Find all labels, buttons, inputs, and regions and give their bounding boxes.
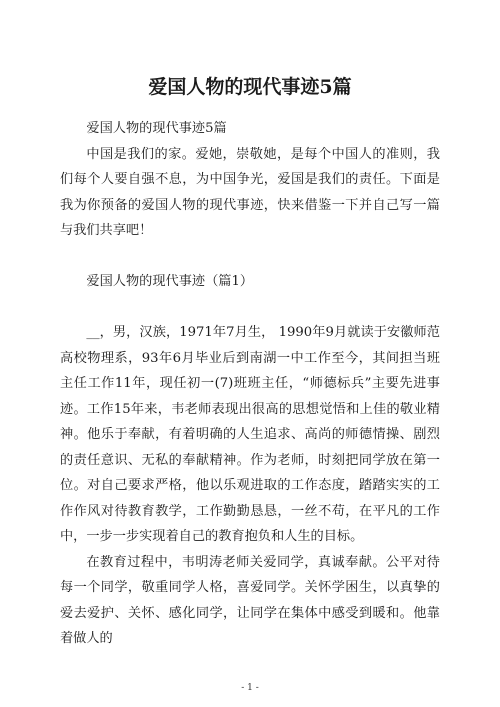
section-heading: 爱国人物的现代事迹（篇1） <box>86 274 254 289</box>
intro-paragraph: 中国是我们的家。爱她，崇敬她，是每个中国人的准则，我们每个人要自强不息，为中国争光，爱国是我们的责任。下面是我为你预备的爱国人物的现代事迹，快来借鉴一下并自己写一篇与我们共享吧！ <box>60 146 440 238</box>
body-paragraph-1: __，男，汉族，1971年7月生， 1990年9月就读于安徽师范高校物理系，93年6月毕业后到南湖一中工作至今，其间担当班主任工作11年，现任初一(7)班班主任，“师德标兵”主要先进事迹。工作15年来，韦老师表现出很高的思想觉悟和上佳的敬业精神。他乐于奉献，有着明确的人生追求、高尚的师德情操、剧烈的责任意识、无私的奉献精神。作为老师，时刻把同学放在第一位。对自己要求严格，他以乐观进取的工作态度，踏踏实实的工作作风对待教育教学，工作勤勤恳恳，一丝不苟，在平凡的工作中，一步一步实现着自己的教育抱负和人生的目标。 <box>60 325 440 544</box>
page-number: - 1 - <box>241 683 259 693</box>
document-title: 爱国人物的现代事迹5篇 <box>148 76 352 98</box>
spacer <box>60 295 440 321</box>
body-paragraph-2: 在教育过程中，韦明涛老师关爱同学，真诚奉献。公平对待每一个同学，敬重同学人格，喜爱同学。关怀学困生，以真挚的爱去爱护、关怀、感化同学，让同学在集体中感受到暖和。他靠着做人的 <box>60 554 440 646</box>
document-body <box>60 116 440 652</box>
spacer <box>60 244 440 270</box>
document-subtitle: 爱国人物的现代事迹5篇 <box>86 121 227 136</box>
